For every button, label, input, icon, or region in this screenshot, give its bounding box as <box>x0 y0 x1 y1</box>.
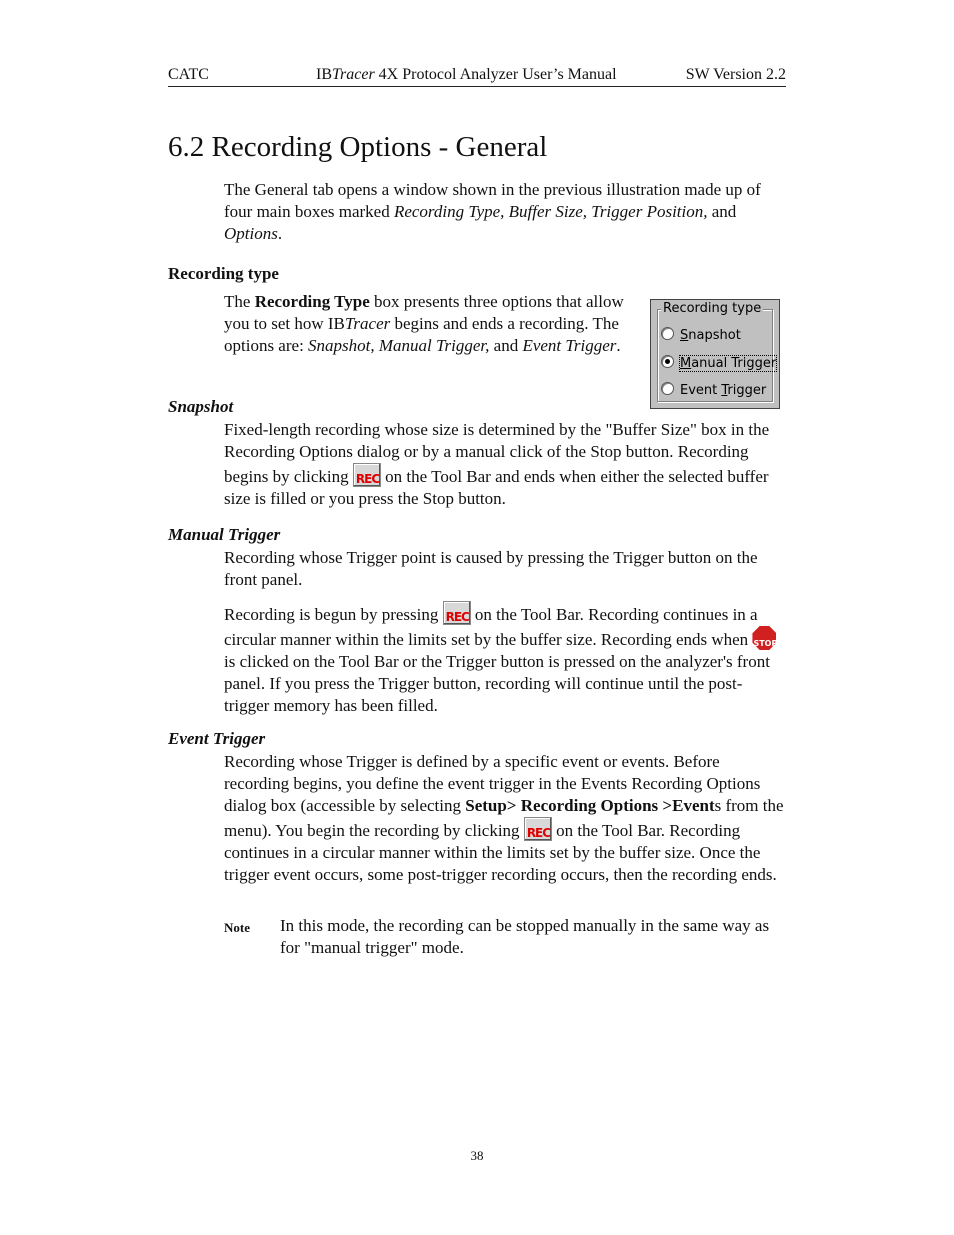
event-trigger-heading: Event Trigger <box>168 729 266 748</box>
snapshot-heading: Snapshot <box>168 397 234 416</box>
header-company: CATC <box>168 66 209 83</box>
recording-type-paragraph: The Recording Type box presents three options that allow you to set how IBTracer begins and ends a recording. The options are: Snapshot, Manual Trigger, and Event Trigger. <box>224 292 624 355</box>
recording-type-dialog-image <box>650 299 780 409</box>
page-number: 38 <box>470 1148 484 1163</box>
note-label: Note <box>224 920 250 935</box>
intro-paragraph: The General tab opens a window shown in the previous illustration made up of four main boxes marked Recording Type, Buffer Size, Trigger Position, and Options. <box>224 180 761 243</box>
header-version: SW Version 2.2 <box>685 66 786 83</box>
focused-option-label: Manual Trigger <box>680 356 777 371</box>
radio-selected-icon <box>661 355 674 368</box>
radio-unselected-icon <box>661 382 674 395</box>
rec-button-icon <box>443 601 471 625</box>
radio-manual-trigger[interactable] <box>661 355 776 371</box>
snapshot-paragraph: Fixed-length recording whose size is determined by the "Buffer Size" box in the Recording Options dialog or by a manual click of the Stop button. Recording begins by clicking REC on the Tool Bar and ends when either the selected buffer size is filled or you press the Stop button. <box>224 419 784 510</box>
radio-snapshot[interactable]: Snapshot <box>661 327 741 343</box>
header-manual-title: IBTracer 4X Protocol Analyzer User’s Manual <box>316 66 617 83</box>
manual-trigger-paragraph-2: Recording is begun by pressing REC on the Tool Bar. Recording continues in a circular manner within the limits set by the buffer size. Recording ends when STOP is clicked on the Tool Bar or the Trigger button is pressed on the analyzer's front panel. If you press the Trigger button, recording will continue until the post-trigger memory has been filled. <box>224 601 784 717</box>
groupbox-title: Recording type <box>663 301 762 316</box>
recording-type-heading: Recording type <box>168 264 279 283</box>
section-title: 6.2 Recording Options - General <box>168 131 548 163</box>
manual-trigger-paragraph-1: Recording whose Trigger point is caused by pressing the Trigger button on the front panel. <box>224 548 758 589</box>
rec-button-icon <box>524 817 552 841</box>
rec-button-icon <box>353 463 381 487</box>
manual-trigger-heading: Manual Trigger <box>168 525 281 544</box>
radio-event-trigger[interactable]: Event Trigger <box>661 382 766 398</box>
stop-button-icon <box>752 626 776 650</box>
event-trigger-paragraph: Recording whose Trigger is defined by a specific event or events. Before recording begins, you define the event trigger in the Events Recording Options dialog box (accessible by selecting Setup> Recording Options >Events from the menu). You begin the recording by clicking REC on the Tool Bar. Recording continues in a circular manner within the limits set by the buffer size. Once the trigger event occurs, some post-trigger recording occurs, then the recording ends. <box>224 751 784 886</box>
radio-unselected-icon <box>661 327 674 340</box>
page-header <box>168 64 786 87</box>
note-text: In this mode, the recording can be stopped manually in the same way as for "manual trigger" mode. <box>280 916 770 957</box>
